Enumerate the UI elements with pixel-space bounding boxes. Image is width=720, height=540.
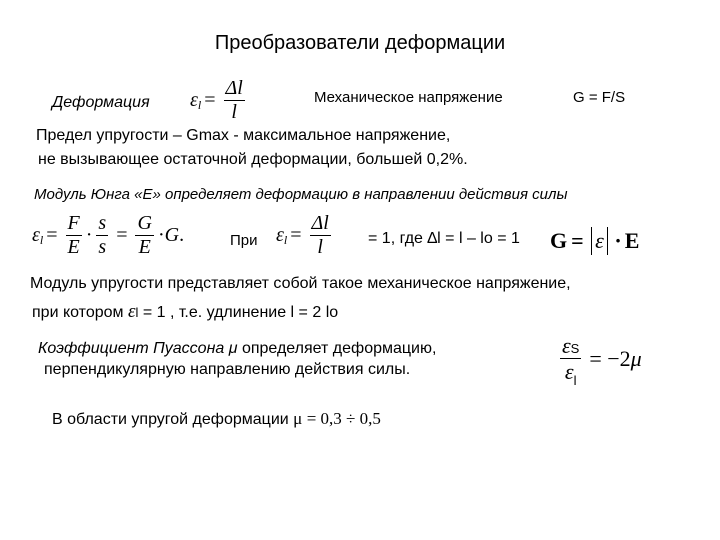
stress-formula: G = F/S <box>573 89 626 106</box>
elastic-limit-line2: не вызывающее остаточной деформации, большей 0,2%. <box>38 151 468 168</box>
stress-modulus-formula: G = ε · E <box>550 228 640 253</box>
mech-stress-label: Механическое напряжение <box>314 89 503 106</box>
page-title: Преобразователи деформации <box>214 32 506 54</box>
pri-label: При <box>230 232 258 249</box>
epsilon-symbol: ε <box>190 89 198 111</box>
deformation-label: Деформация <box>52 94 150 111</box>
condition-text: = 1, где ∆l = l – lo = 1 <box>368 230 520 247</box>
modulus-line2: при котором εl = 1 , т.е. удлинение l = 2 lo <box>32 301 339 322</box>
modulus-line1: Модуль упругости представляет собой такое механическое напряжение, <box>30 275 571 292</box>
poisson-line1: Коэффициент Пуассона μ определяет деформацию, <box>38 340 437 357</box>
strain-formula: ε l = $\frac{\Delta l}{l}$ <box>190 77 243 123</box>
young-modulus-line: Модуль Юнга «Е» определяет деформацию в направлении действия силы <box>34 186 568 203</box>
poisson-formula: $\frac{\varepsilon S}{\varepsilon_l}$ = −2 μ <box>562 333 642 389</box>
elastic-range-line: В области упругой деформации μ = 0,3 ÷ 0,5 <box>52 409 381 428</box>
young-formula: ε l = $\frac{F}{E}$ · $\frac{s}{s}$ = $\frac{G}{E}$ · G . <box>32 212 185 258</box>
strain-formula-2: ε l = $\frac{\Delta l}{l}$ <box>276 212 329 258</box>
poisson-line2: перпендикулярную направлению действия силы. <box>44 361 411 378</box>
elastic-limit-line1: Предел упругости – Gmax - максимальное напряжение, <box>36 127 451 144</box>
